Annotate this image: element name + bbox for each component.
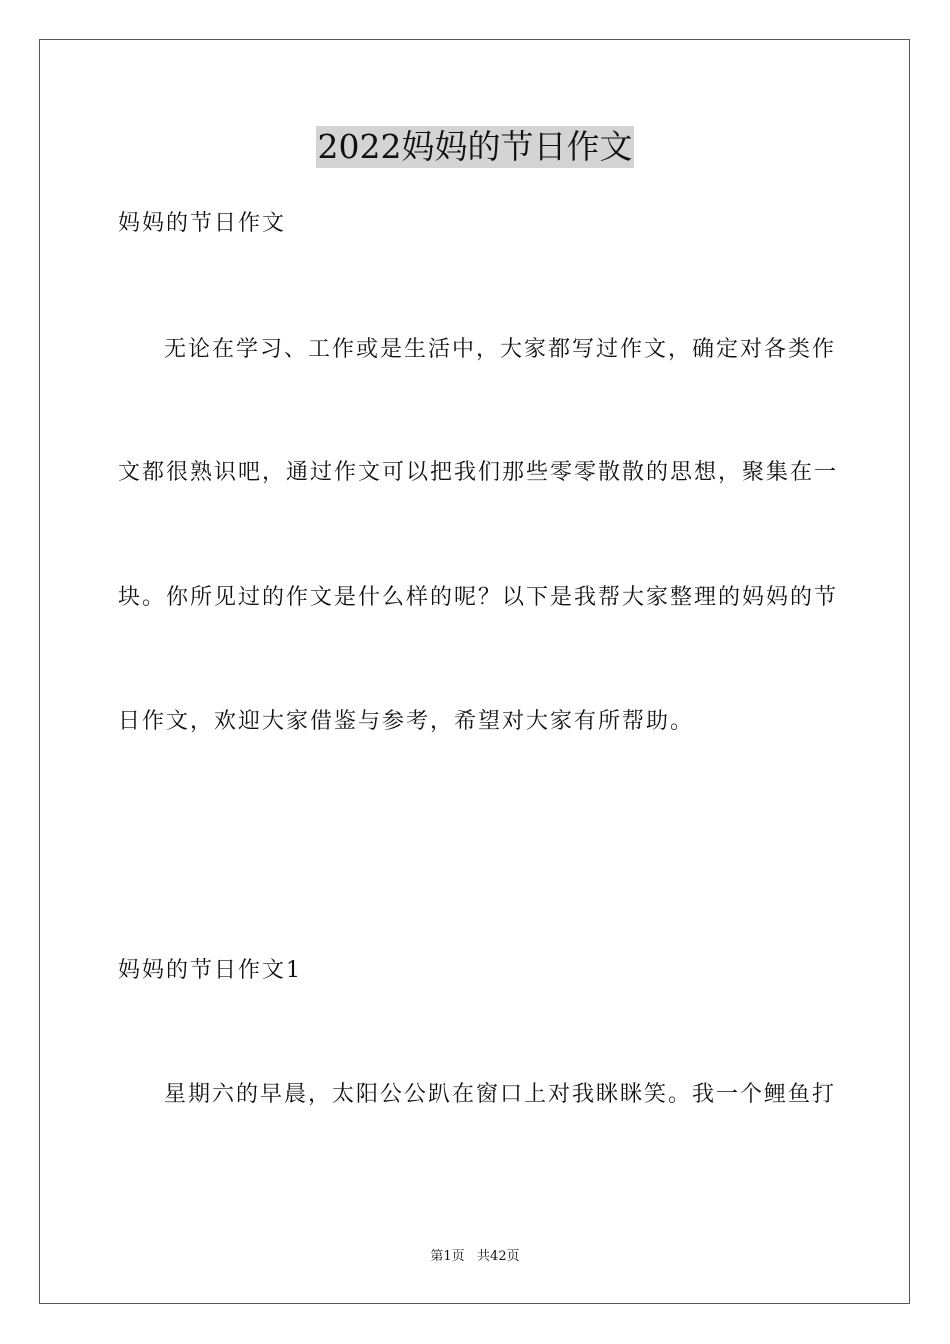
- paragraph-line: 日作文，欢迎大家借鉴与参考，希望对大家有所帮助。: [118, 709, 695, 734]
- document-subtitle: 妈妈的节日作文: [118, 211, 287, 236]
- title-container: [0, 126, 950, 168]
- paragraph-line: 文都很熟识吧，通过作文可以把我们那些零零散散的思想，聚集在一: [118, 460, 839, 485]
- page-number-footer: 第1页 共42页: [430, 1249, 520, 1264]
- section-heading: 妈妈的节日作文1: [118, 958, 302, 983]
- paragraph-line: 无论在学习、工作或是生活中，大家都写过作文，确定对各类作: [164, 337, 837, 362]
- paragraph-line: 星期六的早晨，太阳公公趴在窗口上对我眯眯笑。我一个鲤鱼打: [164, 1082, 837, 1107]
- document-title: 2022妈妈的节日作文: [317, 127, 633, 166]
- paragraph-line: 块。你所见过的作文是什么样的呢？以下是我帮大家整理的妈妈的节: [118, 585, 839, 610]
